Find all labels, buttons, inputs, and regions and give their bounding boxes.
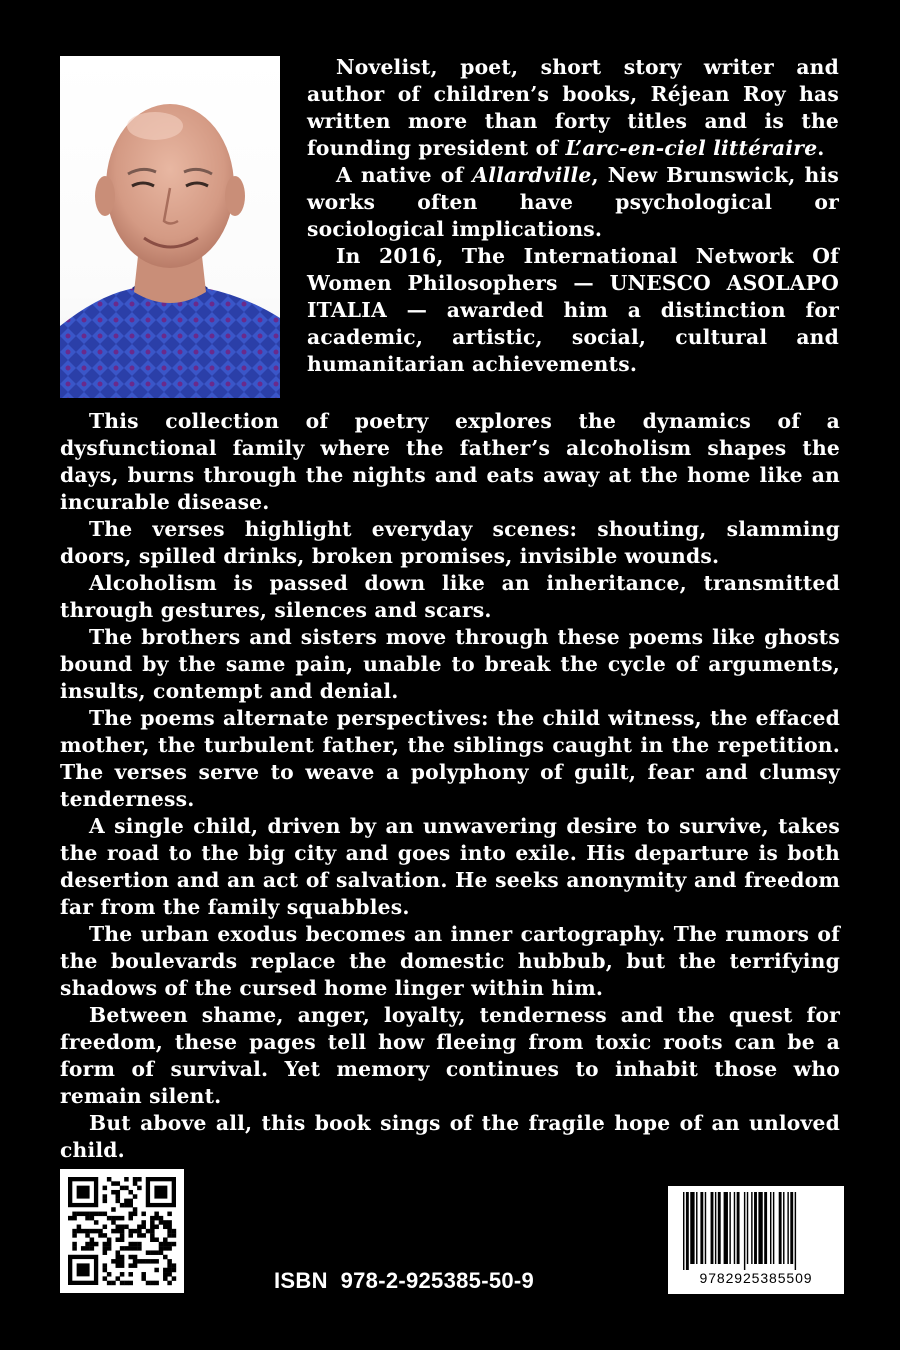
description-paragraph: Between shame, anger, loyalty, tenderness and the quest for freedom, these pages tell how fleeing from toxic roots can be a form of survival. Yet memory continues to inhabit those who remain silent. bbox=[60, 1003, 840, 1108]
description-paragraph: The urban exodus becomes an inner cartography. The rumors of the boulevards replace the domestic hubbub, but the terrifying shadows of the cursed home linger within him. bbox=[60, 922, 840, 1000]
description-paragraph: Alcoholism is passed down like an inheritance, transmitted through gestures, silences and scars. bbox=[60, 571, 840, 622]
bio-organization-name: L’arc-en-ciel littéraire bbox=[565, 136, 818, 160]
isbn-barcode bbox=[668, 1186, 844, 1294]
bio-hometown: Allardville bbox=[472, 163, 592, 187]
description-paragraph: But above all, this book sings of the fragile hope of an unloved child. bbox=[60, 1111, 840, 1162]
description-paragraph: The verses highlight everyday scenes: shouting, slamming doors, spilled drinks, broken promises, invisible wounds. bbox=[60, 517, 840, 568]
book-description bbox=[60, 408, 840, 1164]
bio-paragraph-1: Novelist, poet, short story writer and author of children’s books, Réjean Roy has written more than forty titles and is the founding president of L’arc-en-ciel littéraire. bbox=[307, 55, 839, 160]
description-paragraph: The brothers and sisters move through these poems like ghosts bound by the same pain, unable to break the cycle of arguments, insults, contempt and denial. bbox=[60, 625, 840, 703]
author-photo bbox=[60, 56, 280, 398]
description-paragraph: The poems alternate perspectives: the child witness, the effaced mother, the turbulent father, the siblings caught in the repetition. The verses serve to weave a polyphony of guilt, fear and clumsy tenderness. bbox=[60, 706, 840, 811]
author-bio bbox=[307, 54, 839, 378]
description-paragraph: This collection of poetry explores the dynamics of a dysfunctional family where the father’s alcoholism shapes the days, burns through the nights and eats away at the home like an incurable disease. bbox=[60, 409, 840, 514]
bio-paragraph-2: A native of Allardville, New Brunswick, his works often have psychological or sociological implications. bbox=[307, 163, 839, 241]
qr-code[interactable] bbox=[60, 1169, 184, 1293]
description-paragraph: A single child, driven by an unwavering desire to survive, takes the road to the big city and goes into exile. His departure is both desertion and an act of salvation. He seeks anonymity and freedom far from the family squabbles. bbox=[60, 814, 840, 919]
barcode-digits: 9782925385509 bbox=[699, 1270, 813, 1286]
bio-paragraph-3: In 2016, The International Network Of Women Philosophers — UNESCO ASOLAPO ITALIA — awarded him a distinction for academic, artistic, social, cultural and humanitarian achievements. bbox=[307, 244, 839, 376]
barcode-bars bbox=[681, 1192, 833, 1270]
isbn-label: ISBN 978-2-925385-50-9 bbox=[274, 1268, 535, 1293]
author-portrait-image bbox=[60, 56, 280, 398]
qr-code-image bbox=[60, 1169, 184, 1293]
